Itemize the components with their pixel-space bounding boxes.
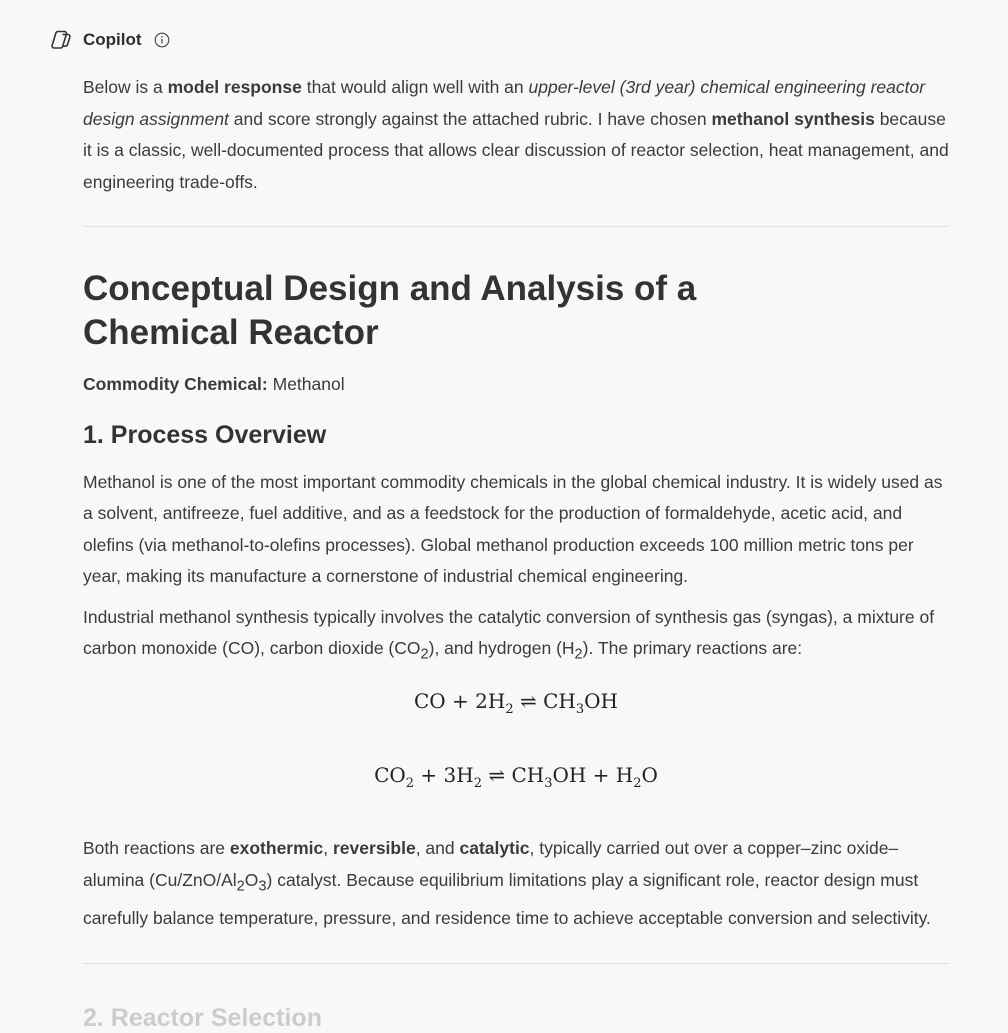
commodity-line: Commodity Chemical: Methanol <box>83 374 345 394</box>
info-icon[interactable] <box>154 32 170 48</box>
intro-paragraph: Below is a model response that would align well with an upper-level (3rd year) chemical engineering reactor design assignment and score strongly against the attached rubric. I have chosen methanol synthesis because it is a classic, well-documented process that allows clear discussion of reactor selection, heat management, and engineering trade-offs. <box>83 77 949 192</box>
copilot-label: Copilot <box>83 30 142 49</box>
process-overview-paragraph-1: Methanol is one of the most important commodity chemicals in the global chemical industry. It is widely used as a solvent, antifreeze, fuel additive, and as a feedstock for the production of formaldehyde, acetic acid, and olefins (via methanol-to-olefins processes). Global methanol production exceeds 100 million metric tons per year, making its manufacture a cornerstone of industrial chemical engineering. <box>83 471 943 586</box>
copilot-logo-icon <box>48 27 74 53</box>
process-overview-paragraph-3: Both reactions are exothermic, reversible, and catalytic, typically carried out over a copper–zinc oxide–alumina $(Cu/ZnO/Al_2O_3)$ catalyst. Because equilibrium limitations play a significant role, reactor design must carefully balance temperature, pressure, and residence time to achieve acceptable conversion and selectivity. <box>83 838 931 928</box>
chat-header <box>48 28 170 52</box>
response-content <box>83 72 949 1033</box>
process-overview-paragraph-2: Industrial methanol synthesis typically involves the catalytic conversion of synthesis gas (syngas), a mixture of carbon monoxide (CO), carbon dioxide $(CO_2)$, and hydrogen $(H_2)$. The primary reactions are: <box>83 606 935 663</box>
divider <box>83 226 949 227</box>
section-heading-reactor-selection: 2. Reactor Selection <box>83 1004 322 1032</box>
equation-co-hydrogenation: CO + $2H_2$ ⇌ $CH_3OH$ <box>414 689 618 717</box>
document-title: Conceptual Design and Analysis of a Chemical Reactor <box>83 269 697 352</box>
divider <box>83 963 949 964</box>
equation-co2-hydrogenation: $CO_2 + 3H_2$ ⇌ $CH_3OH + H_2O$ <box>374 763 658 791</box>
section-heading-process-overview: 1. Process Overview <box>83 420 327 449</box>
